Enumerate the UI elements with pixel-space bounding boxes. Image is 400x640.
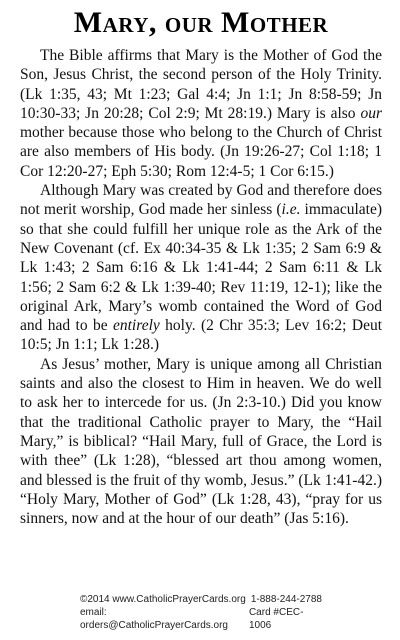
body-text-segment: mother because those who belong to the Church of Christ are also members of His body. (Jn 19:26-27; Col 1:18; 1 Cor 12:20-27; Eph 5:30; Rom 12:4-5; 1 Cor 6:15.) bbox=[20, 124, 382, 180]
footer-row-1 bbox=[20, 593, 382, 606]
body-text-segment: holy. (2 Chr 35:3; Lev 16:2; Deut 10:5; Jn 1:1; Lk 1:28.) bbox=[20, 317, 382, 354]
paragraph-1 bbox=[20, 46, 382, 181]
card-footer bbox=[20, 593, 382, 632]
emphasis-text: our bbox=[360, 104, 382, 122]
card-body bbox=[20, 46, 382, 528]
emphasis-text: i.e. bbox=[281, 201, 301, 219]
footer-email: email: orders@CatholicPrayerCards.org bbox=[80, 607, 228, 631]
body-text-segment: As Jesus’ mother, Mary is unique among all Christian saints and also the closest to Him in heaven. We do well to ask her to intercede for us. (Jn 2:3-10.) Did you know that the traditional Catholic prayer to Mary, the “Hail Mary,” is biblical? “Hail Mary, full of Grace, the Lord is with thee” (Lk 1:28), “blessed art thou among women, and blessed is the fruit of thy womb, Jesus.” (Lk 1:41-42.) “Holy Mary, Mother of God” (Lk 1:28, 43), “pray for us sinners, now and at the hour of our death” (Jas 5:16). bbox=[20, 355, 382, 528]
paragraph-2 bbox=[20, 181, 382, 355]
body-text-segment: immaculate) so that she could fulfill her unique role as the Ark of the New Covenant (cf. Ex 40:34-35 & Lk 1:35; 2 Sam 6:9 & Lk 1:43; 2 Sam 6:16 & Lk 1:41-44; 2 Sam 6:11 & Lk 1:56; 2 Sam 6:2 & Lk 1:39-40; Rev 11:19, 12-1); like the original Ark, Mary’s womb contained the Word of God and had to be bbox=[20, 201, 383, 335]
emphasis-text: entirely bbox=[113, 317, 160, 335]
footer-phone: 1-888-244-2788 bbox=[250, 594, 322, 605]
footer-copyright-site: ©2014 www.CatholicPrayerCards.org bbox=[80, 594, 246, 605]
footer-card-number: Card #CEC-1006 bbox=[248, 607, 304, 631]
footer-row-2 bbox=[20, 606, 382, 632]
paragraph-3 bbox=[20, 355, 382, 529]
page-title: Mary, our Mother bbox=[73, 6, 329, 39]
body-text-segment: The Bible affirms that Mary is the Mother of God the Son, Jesus Christ, the second person of the Holy Trinity. (Lk 1:35, 43; Mt 1:23; Gal 4:4; Jn 1:1; Jn 8:58-59; Jn 10:30-33; Jn 20:28; Col 2:9; Mt 28:19.) Mary is also bbox=[20, 47, 382, 122]
body-text-segment: Although Mary was created by God and therefore does not merit worship, God made her sinless ( bbox=[20, 182, 382, 219]
